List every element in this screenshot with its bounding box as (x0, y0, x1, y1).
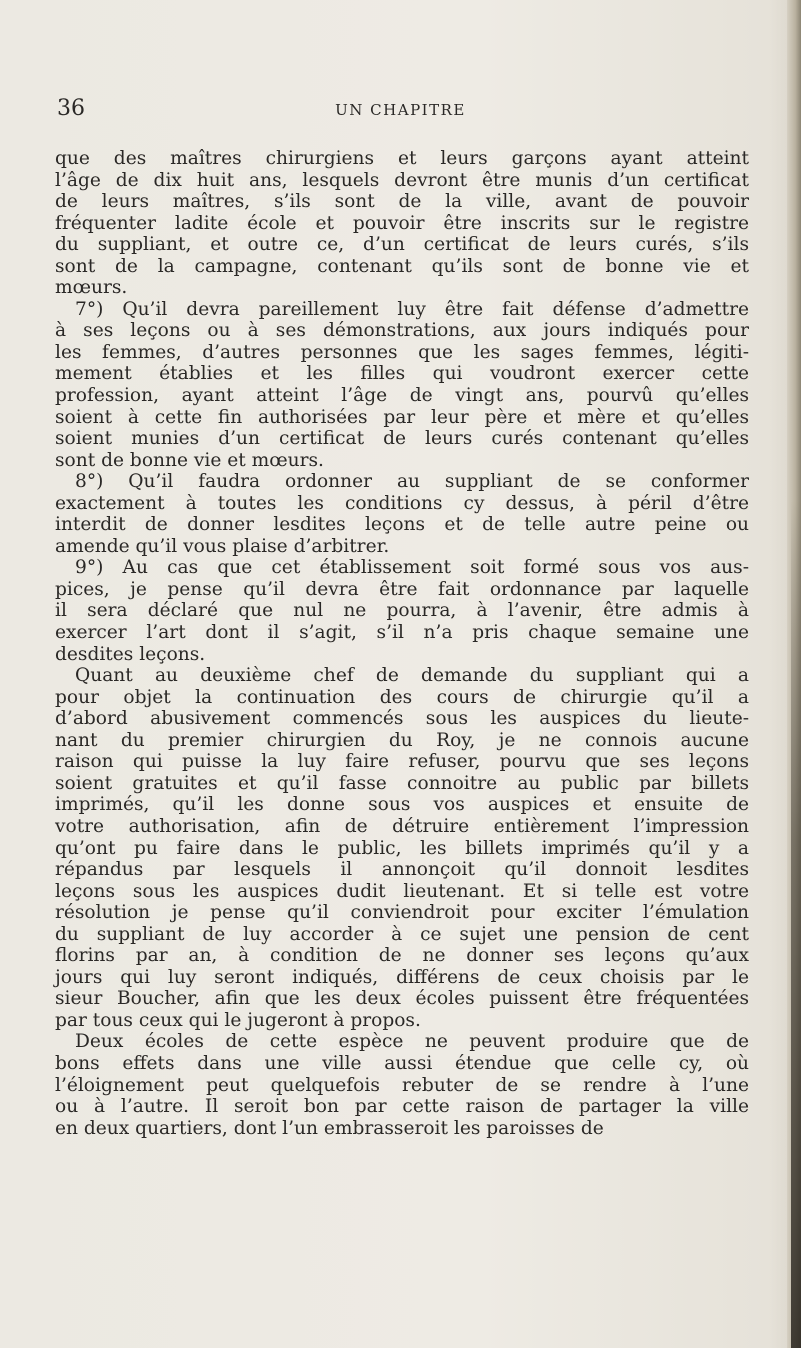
text-line: sont de bonne vie et mœurs. (55, 449, 324, 471)
text-line: mœurs. (55, 277, 128, 299)
text-line: à ses leçons ou à ses démonstrations, aux jours indiqués pour (55, 320, 749, 342)
paragraph (55, 148, 749, 299)
text-line: 9°) Au cas que cet établissement soit formé sous vos aus- (75, 557, 749, 579)
text-line: interdit de donner lesdites leçons et de telle autre peine ou (55, 514, 749, 536)
text-line: répandus par lesquels il annonçoit qu’il donnoit lesdites (55, 859, 749, 881)
paragraph (55, 1031, 749, 1139)
text-line: imprimés, qu’il les donne sous vos auspices et ensuite de (55, 794, 749, 816)
text-line: il sera déclaré que nul ne pourra, à l’avenir, être admis à (55, 600, 749, 622)
text-line: par tous ceux qui le jugeront à propos. (55, 1009, 421, 1031)
text-line: sieur Boucher, afin que les deux écoles puissent être fréquentées (55, 988, 749, 1010)
running-head: UN CHAPITRE (335, 101, 466, 119)
text-line: bons effets dans une ville aussi étendue que celle cy, où (55, 1052, 749, 1074)
page-edge-shadow (791, 500, 801, 1348)
text-line: Deux écoles de cette espèce ne peuvent produire que de (75, 1031, 749, 1053)
text-line: mement établies et les filles qui voudront exercer cette (55, 363, 749, 385)
text-line: leçons sous les auspices dudit lieutenant. Et si telle est votre (55, 880, 749, 902)
body-text (55, 148, 749, 1139)
text-line: raison qui puisse la luy faire refuser, pourvu que ses leçons (55, 751, 749, 773)
text-line: nant du premier chirurgien du Roy, je ne connois aucune (55, 729, 749, 751)
text-line: 7°) Qu’il devra pareillement luy être fait défense d’admettre (75, 298, 749, 320)
text-line: exercer l’art dont il s’agit, s’il n’a pris chaque semaine une (55, 622, 749, 644)
text-line: votre authorisation, afin de détruire entièrement l’impression (55, 815, 749, 837)
paragraph (55, 299, 749, 471)
text-line: 8°) Qu’il faudra ordonner au suppliant de se conformer (75, 471, 749, 493)
text-line: profession, ayant atteint l’âge de vingt ans, pourvû qu’elles (55, 385, 749, 407)
text-line: exactement à toutes les conditions cy dessus, à péril d’être (55, 492, 749, 514)
text-line: Quant au deuxième chef de demande du suppliant qui a (75, 665, 749, 687)
text-line: résolution je pense qu’il conviendroit pour exciter l’émulation (55, 902, 749, 924)
text-line: soient gratuites et qu’il fasse connoitre au public par billets (55, 772, 749, 794)
text-line: sont de la campagne, contenant qu’ils sont de bonne vie et (55, 255, 749, 277)
text-line: soient à cette fin authorisées par leur père et mère et qu’elles (55, 406, 749, 428)
text-line: du suppliant de luy accorder à ce sujet une pension de cent (55, 923, 749, 945)
text-line: de leurs maîtres, s’ils sont de la ville, avant de pouvoir (55, 191, 749, 213)
text-line: l’éloignement peut quelquefois rebuter de se rendre à l’une (55, 1074, 749, 1096)
text-line: en deux quartiers, dont l’un embrasseroit les paroisses de (55, 1117, 604, 1139)
text-line: amende qu’il vous plaise d’arbitrer. (55, 535, 390, 557)
page-number: 36 (57, 96, 85, 121)
text-line: qu’ont pu faire dans le public, les billets imprimés qu’il y a (55, 837, 749, 859)
paragraph (55, 557, 749, 665)
text-line: jours qui luy seront indiqués, différens de ceux choisis par le (55, 966, 749, 988)
paragraph (55, 471, 749, 557)
text-line: l’âge de dix huit ans, lesquels devront être munis d’un certificat (55, 169, 749, 191)
text-line: pour objet la continuation des cours de chirurgie qu’il a (55, 686, 749, 708)
text-line: florins par an, à condition de ne donner ses leçons qu’aux (55, 945, 749, 967)
text-line: pices, je pense qu’il devra être fait ordonnance par laquelle (55, 578, 749, 600)
text-line: fréquenter ladite école et pouvoir être inscrits sur le registre (55, 212, 749, 234)
text-line: que des maîtres chirurgiens et leurs garçons ayant atteint (55, 148, 749, 169)
text-line: d’abord abusivement commencés sous les auspices du lieute- (55, 708, 749, 730)
text-line: soient munies d’un certificat de leurs curés contenant qu’elles (55, 428, 749, 450)
text-line: du suppliant, et outre ce, d’un certificat de leurs curés, s’ils (55, 234, 749, 256)
text-line: ou à l’autre. Il seroit bon par cette raison de partager la ville (55, 1096, 749, 1118)
text-line: desdites leçons. (55, 643, 206, 665)
paragraph (55, 665, 749, 1031)
text-line: les femmes, d’autres personnes que les sages femmes, légiti- (55, 341, 749, 363)
